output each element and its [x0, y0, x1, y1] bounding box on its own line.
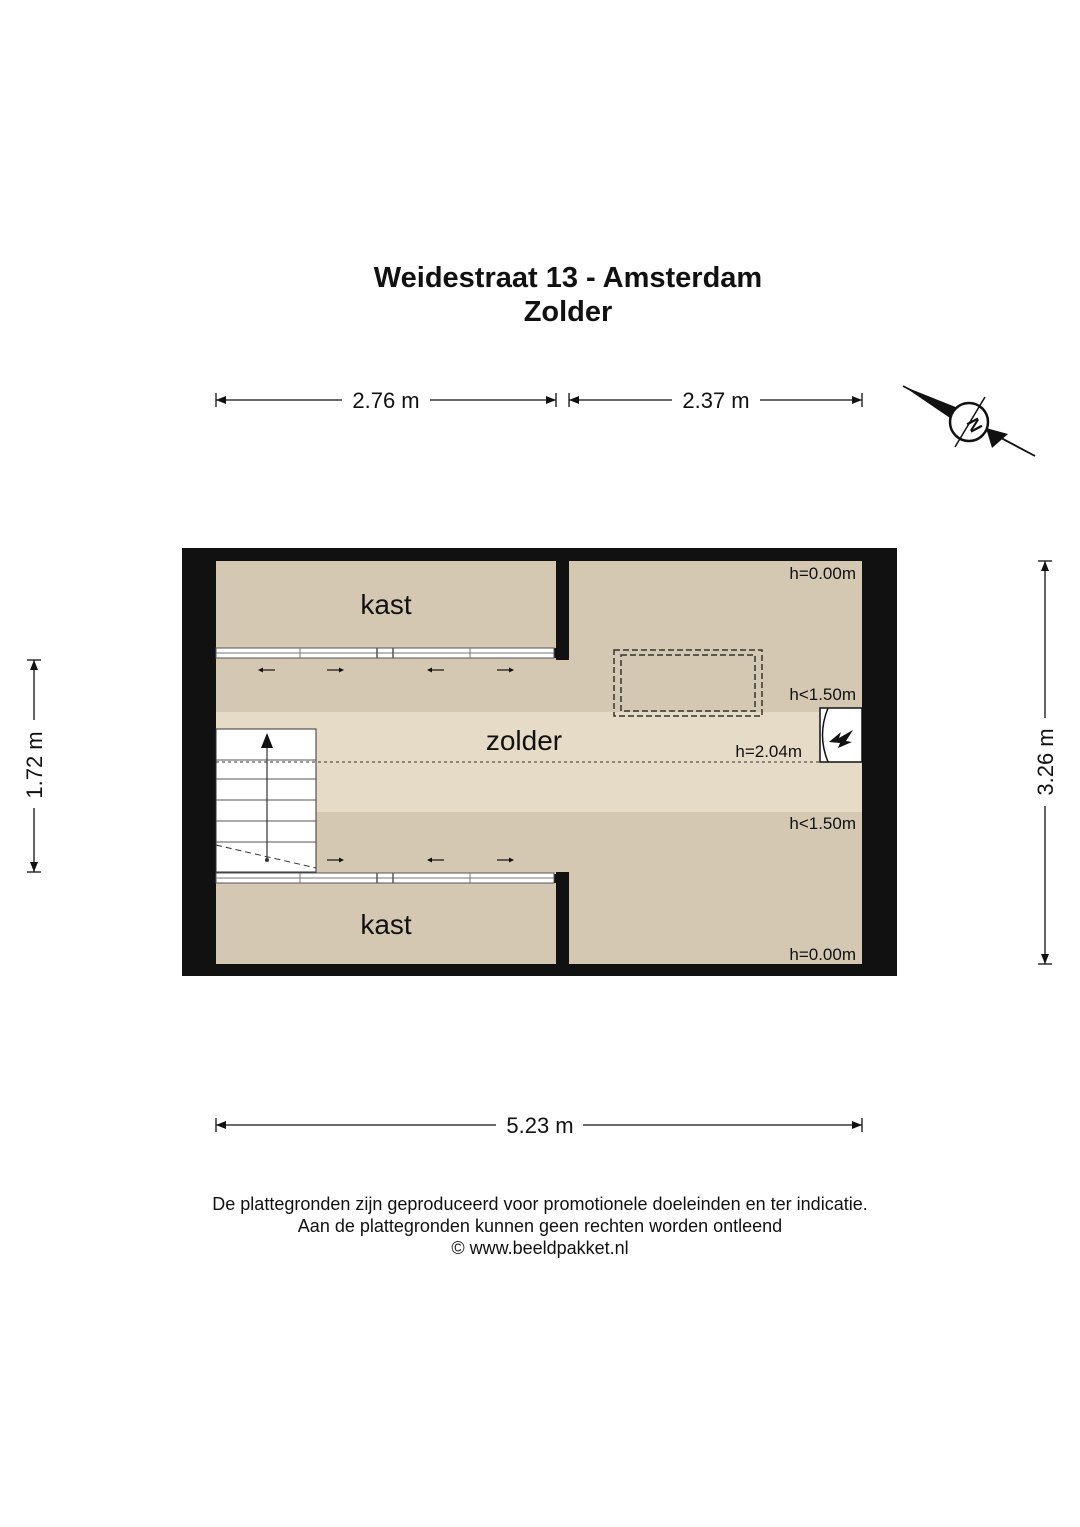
dimension-top-left: [216, 388, 556, 413]
room-label-kast-top: kast: [360, 589, 412, 620]
disclaimer-line-1: De plattegronden zijn geproduceerd voor promotionele doeleinden en ter indicatie.: [212, 1194, 868, 1214]
dim-right-label: 3.26 m: [1033, 728, 1058, 796]
height-label-center: h=2.04m: [735, 742, 802, 761]
disclaimer-line-2: Aan de plattegronden kunnen geen rechten worden ontleend: [297, 1216, 783, 1236]
dim-left-label: 1.72 m: [22, 731, 47, 799]
height-label-lower-mid: h<1.50m: [789, 814, 856, 833]
boiler-icon: [820, 708, 862, 762]
inner-wall-bottom: [556, 872, 569, 964]
dimension-right: [1033, 561, 1058, 964]
sliding-door-bottom: [216, 873, 554, 883]
dim-top-right-label: 2.37 m: [682, 388, 750, 413]
floor-name: Zolder: [523, 296, 613, 328]
height-label-upper-mid: h<1.50m: [789, 685, 856, 704]
inner-wall-top: [556, 561, 569, 660]
dim-bottom-label: 5.23 m: [506, 1113, 574, 1138]
staircase: [216, 729, 316, 872]
compass-north-letter: N: [962, 414, 987, 436]
dim-top-left-label: 2.76 m: [352, 388, 420, 413]
sliding-door-top: [216, 648, 554, 658]
dimension-top-right: [569, 388, 862, 413]
copyright-line: © www.beeldpakket.nl: [451, 1238, 629, 1258]
dimension-left: [22, 660, 47, 872]
plan-title: Weidestraat 13 - Amsterdam: [373, 262, 763, 294]
room-label-zolder: zolder: [485, 725, 563, 756]
dimension-bottom: [216, 1113, 862, 1138]
height-label-bottom: h=0.00m: [789, 945, 856, 964]
room-label-kast-bottom: kast: [360, 909, 412, 940]
compass-icon: [903, 386, 1035, 456]
height-label-top: h=0.00m: [789, 564, 856, 583]
